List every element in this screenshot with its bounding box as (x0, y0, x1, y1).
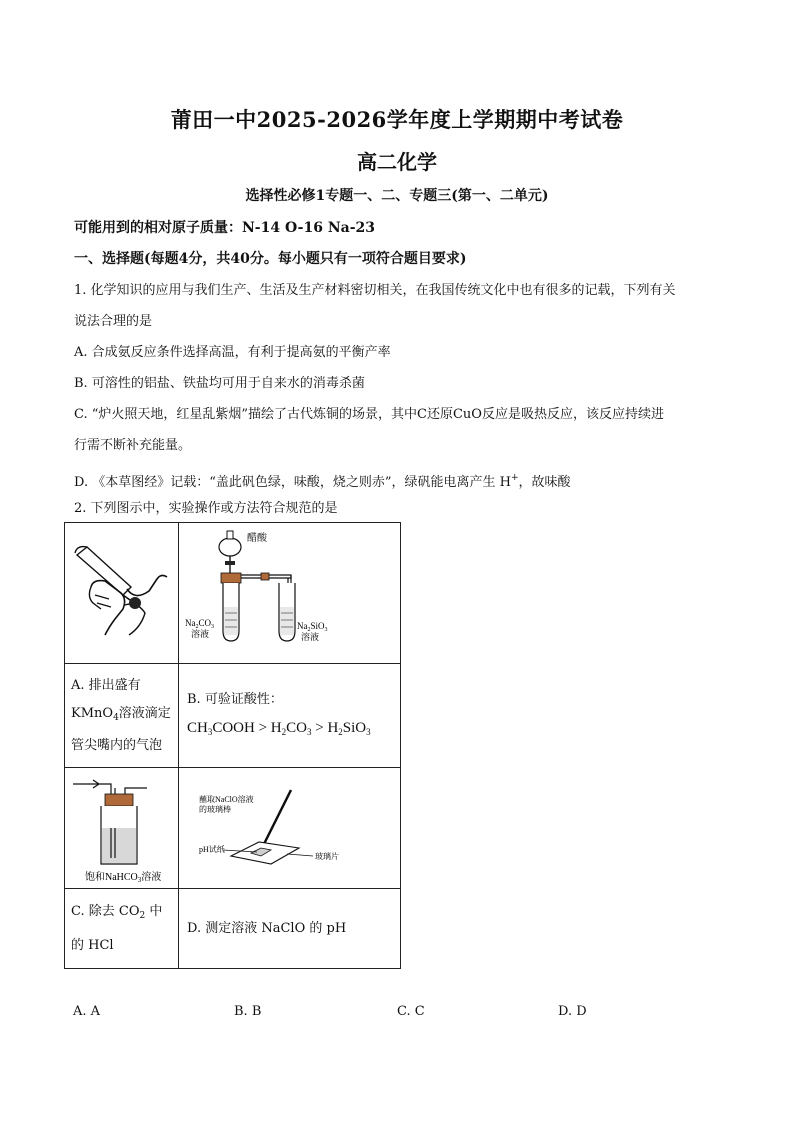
q2-stem: 2. 下列图示中，实验操作或方法符合规范的是 (74, 501, 338, 516)
section-heading: 一、选择题(每题4分，共40分。每小题只有一项符合题目要求) (74, 251, 467, 267)
cell-c-text: C. 除去 $CO_2$ 中 的 HCl (65, 889, 179, 969)
q2-option-c[interactable]: C. C (397, 1004, 425, 1019)
exam-scope: 选择性必修1专题一、二、专题三(第一、二单元) (245, 188, 549, 204)
exam-title: 莆田一中2025-2026学年度上学期期中考试卷 (170, 107, 624, 132)
q2-figure-table (64, 522, 401, 969)
q1-stem-line1: 1. 化学知识的应用与我们生产、生活及生产材料密切相关，在我国传统文化中也有很多的记载，下列有关 (74, 283, 676, 298)
glass-slide-label: 玻璃片 (315, 852, 339, 861)
cell-a-figure (65, 523, 179, 664)
na2sio3-label: $Na_2SiO_3$ (297, 621, 328, 633)
cell-b-label: B. 可验证酸性： (187, 691, 283, 707)
subject-title: 高二化学 (357, 150, 437, 174)
ph-test-illustration (179, 768, 399, 884)
na2sio3-solution-label: 溶液 (301, 632, 320, 642)
q1-option-a: A. 合成氨反应条件选择高温，有利于提高氨的平衡产率 (74, 345, 391, 360)
cell-c-figure (65, 768, 179, 889)
acid-strength-formula: $CH_3COOH > H_2CO_3 > H_2SiO_3$ (187, 719, 371, 737)
cell-a-text: A. 排出盛有 KMnO$_4$溶液滴定 管尖嘴内的气泡 (65, 664, 179, 768)
na2co3-solution-label: 溶液 (191, 629, 210, 639)
glass-rod-label-1: 蘸取NaClO溶液 (199, 795, 254, 804)
cell-b-figure (179, 523, 401, 664)
ph-paper-label: pH试纸 (199, 845, 225, 854)
na2co3-label: $Na_2CO_3$ (185, 618, 215, 630)
nahco3-label: 饱和NaHCO$_3$溶液 (85, 872, 162, 884)
cell-b-text (179, 664, 401, 768)
q1-option-d: D. 《本草图经》记载：“盖此矾色绿，味酸，烧之则赤”，绿矾能电离产生 H+，故味酸 (74, 473, 571, 490)
acetic-acid-label: 醋酸 (247, 533, 267, 544)
q1-option-c-line1: C. “炉火照天地，红星乱紫烟”描绘了古代炼铜的场景，其中C还原CuO反应是吸热反应，该反应持续进 (74, 407, 664, 422)
q2-option-b[interactable]: B. B (234, 1004, 262, 1019)
q1-option-c-line2: 行需不断补充能量。 (74, 438, 192, 453)
q1-stem-line2: 说法合理的是 (74, 314, 153, 329)
gas-washing-bottle (65, 768, 177, 884)
q2-option-d[interactable]: D. D (558, 1004, 587, 1019)
burette-bubble-illustration (65, 523, 177, 659)
cell-d-text: D. 测定溶液 NaClO 的 pH (179, 889, 401, 969)
q1-option-b: B. 可溶性的铝盐、铁盐均可用于自来水的消毒杀菌 (74, 376, 365, 391)
glass-rod-label-2: 的玻璃棒 (199, 805, 231, 814)
acid-strength-apparatus (179, 523, 399, 659)
cell-d-figure (179, 768, 401, 889)
q2-option-a[interactable]: A. A (73, 1004, 101, 1019)
atomic-masses: 可能用到的相对原子质量：N-14 O-16 Na-23 (74, 220, 375, 236)
